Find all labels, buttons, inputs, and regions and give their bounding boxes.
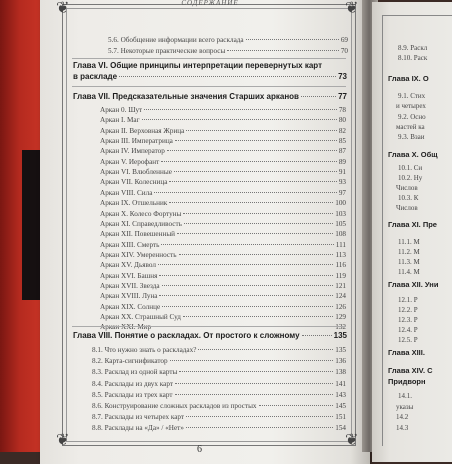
toc-section-entry: 9.2. Осно [398, 113, 426, 121]
entry-title: 8.5. Расклады из трех карт [92, 390, 173, 399]
leader-dots [175, 383, 333, 384]
toc-section-entry [92, 424, 346, 432]
toc-chapter-entry [73, 331, 347, 340]
entry-title: 8.6. Конструирование сложных раскладов из простых [92, 402, 257, 410]
entry-page-number: 85 [338, 137, 346, 146]
leader-dots [301, 96, 336, 97]
entry-page-number: 69 [340, 36, 348, 44]
entry-title: Аркан XXI. Мир [100, 323, 152, 332]
entry-page-number: 136 [335, 357, 346, 366]
entry-page-number: 154 [335, 424, 346, 433]
toc-chapter-title: Глава XIII. [388, 348, 425, 357]
toc-section-entry [92, 346, 346, 354]
leader-dots [186, 416, 333, 417]
toc-arcana-entry [100, 178, 346, 186]
toc-chapter-title: Глава XI. Пре [388, 220, 437, 229]
entry-page-number: 108 [335, 230, 346, 239]
entry-page-number: 129 [335, 313, 346, 321]
entry-title: Аркан XIX. Солнце [100, 302, 161, 311]
toc-section-entry [108, 47, 348, 55]
entry-page-number: 138 [335, 368, 346, 377]
leader-dots [119, 76, 336, 77]
entry-page-number: 100 [335, 199, 346, 208]
entry-page-number: 135 [335, 346, 346, 354]
toc-arcana-entry [100, 251, 346, 259]
leader-dots [154, 192, 336, 193]
entry-title: Аркан II. Верховная Жрица [100, 126, 185, 135]
leader-dots [198, 349, 333, 350]
leader-dots [227, 50, 338, 51]
entry-title: Аркан XX. Страшный Суд [100, 313, 181, 321]
toc-section-entry [108, 36, 348, 44]
entry-page-number: 143 [335, 390, 346, 399]
entry-title: Аркан XVI. Башня [100, 271, 158, 280]
entry-title: Аркан I. Маг [100, 116, 140, 125]
leader-dots [259, 405, 334, 406]
toc-section-entry: указы [396, 403, 414, 411]
section-divider [72, 326, 346, 327]
entry-title: Аркан III. Императрица [100, 137, 173, 146]
toc-section-entry: 12.2. Р [398, 306, 418, 314]
toc-chapter-title: Придворн [388, 377, 426, 386]
entry-page-number: 151 [335, 413, 346, 422]
entry-page-number: 145 [335, 402, 346, 410]
toc-section-entry: Числов [396, 184, 418, 192]
toc-arcana-entry [100, 106, 346, 114]
leader-dots [170, 360, 334, 361]
leader-dots [179, 254, 334, 255]
leader-dots [142, 119, 337, 120]
toc-chapter-title: Глава XII. Уни [388, 280, 439, 289]
entry-title: 8.4. Расклады из двух карт [92, 379, 173, 388]
entry-page-number: 97 [338, 188, 346, 197]
toc-chapter-title: Глава IX. О [388, 74, 429, 83]
entry-title: 5.7. Некоторые практические вопросы [108, 47, 226, 55]
toc-section-entry: 8.10. Раск [398, 54, 428, 62]
toc-section-entry: мастей ка [396, 123, 425, 131]
leader-dots [159, 275, 333, 276]
entry-title: 8.1. Что нужно знать о раскладах? [92, 346, 197, 354]
entry-title: Аркан XVII. Звезда [100, 281, 160, 290]
toc-section-entry: 10.2. Ну [398, 174, 423, 182]
leader-dots [179, 371, 333, 372]
entry-title: Аркан VI. Влюбленные [100, 168, 172, 177]
section-divider [72, 58, 346, 59]
entry-page-number: 116 [335, 261, 346, 270]
entry-title: Аркан IV. Император [100, 147, 165, 156]
toc-arcana-entry [100, 282, 346, 290]
toc-arcana-entry [100, 210, 346, 218]
toc-chapter-title: Глава X. Общ [388, 150, 438, 159]
toc-section-entry: 8.9. Раскл [398, 44, 428, 52]
leader-dots [177, 233, 333, 234]
entry-title: в раскладе [73, 72, 118, 81]
entry-page-number: 113 [335, 250, 346, 259]
toc-section-entry: 11.3. М [398, 258, 420, 266]
entry-page-number: 77 [338, 92, 347, 101]
toc-section-entry: 11.2. М [398, 248, 420, 256]
entry-title: Аркан VII. Колесница [100, 178, 168, 187]
toc-section-entry [92, 402, 346, 410]
leader-dots [184, 223, 333, 224]
corner-ornament-icon: ❦ [345, 0, 359, 17]
entry-title: 8.2. Карта-сигнификатор [92, 357, 168, 366]
corner-ornament-icon: ❦ [56, 430, 70, 449]
toc-chapter-entry [73, 92, 347, 101]
entry-title: Глава VII. Предсказательные значения Старших арканов [73, 92, 299, 101]
entry-page-number: 119 [335, 271, 346, 280]
toc-section-entry: 11.1. М [398, 238, 420, 246]
entry-page-number: 126 [335, 302, 346, 311]
entry-page-number: 89 [338, 157, 346, 166]
leader-dots [302, 335, 332, 336]
entry-title: 8.8. Расклады на «Да» / «Нет» [92, 424, 184, 433]
toc-arcana-entry [100, 147, 346, 155]
toc-arcana-entry [100, 241, 346, 249]
toc-section-entry: 10.1. Си [398, 164, 423, 172]
leader-dots [186, 427, 333, 428]
toc-section-entry: 14.1. [398, 392, 412, 400]
leader-dots [159, 295, 333, 296]
toc-section-entry: 9.1. Стих [398, 92, 426, 100]
entry-title: Аркан XIV. Умеренность [100, 250, 177, 259]
entry-title: Аркан X. Колесо Фортуны [100, 209, 182, 218]
toc-section-entry: 11.4. М [398, 268, 420, 276]
entry-page-number: 78 [338, 106, 346, 114]
entry-page-number: 82 [338, 126, 346, 135]
entry-page-number: 93 [338, 178, 346, 187]
toc-section-entry: 12.5. Р [398, 336, 418, 344]
toc-section-entry: 14.3 [396, 424, 409, 432]
entry-page-number: 121 [335, 281, 346, 290]
toc-arcana-entry [100, 303, 346, 311]
toc-arcana-entry [100, 158, 346, 166]
toc-arcana-entry [100, 116, 346, 124]
entry-page-number: 135 [333, 331, 347, 340]
leader-dots [169, 202, 333, 203]
page-number: 6 [197, 444, 202, 455]
toc-chapter-title: Глава VI. Общие принципы интерпретации перевернутых карт [73, 61, 322, 70]
toc-section-entry: 12.1. Р [398, 296, 418, 304]
entry-page-number: 132 [335, 323, 346, 332]
toc-section-entry: Числов [396, 204, 418, 212]
entry-page-number: 91 [338, 168, 346, 177]
toc-section-entry: 9.3. Взаи [398, 133, 425, 141]
leader-dots [162, 285, 334, 286]
toc-arcana-entry [100, 292, 346, 300]
toc-section-entry: 12.4. Р [398, 326, 418, 334]
toc-section-entry [92, 357, 346, 365]
leader-dots [162, 306, 333, 307]
toc-chapter-entry [73, 72, 347, 81]
entry-title: 8.7. Расклады из четырех карт [92, 413, 185, 422]
leader-dots [169, 181, 336, 182]
leader-dots [144, 109, 337, 110]
entry-page-number: 73 [338, 72, 347, 81]
toc-arcana-entry [100, 137, 346, 145]
entry-title: Аркан XIII. Смерть [100, 240, 160, 249]
toc-section-entry: 10.3. К [398, 194, 419, 202]
toc-arcana-entry [100, 189, 346, 197]
toc-arcana-entry [100, 220, 346, 228]
toc-section-entry: 12.3. Р [398, 316, 418, 324]
leader-dots [175, 394, 334, 395]
toc-arcana-entry [100, 272, 346, 280]
corner-ornament-icon: ❦ [345, 430, 359, 449]
toc-arcana-entry [100, 230, 346, 238]
toc-section-entry: и четырех [396, 102, 426, 110]
section-divider [72, 86, 346, 87]
entry-title: Аркан 0. Шут [100, 106, 143, 114]
toc-section-entry [92, 380, 346, 388]
leader-dots [167, 150, 337, 151]
entry-title: 8.3. Расклад из одной карты [92, 368, 178, 377]
entry-page-number: 141 [335, 379, 346, 388]
leader-dots [246, 39, 339, 40]
entry-title: Аркан VIII. Сила [100, 188, 153, 197]
entry-title: Аркан XVIII. Луна [100, 292, 158, 301]
entry-page-number: 124 [335, 292, 346, 301]
toc-section-entry [92, 413, 346, 421]
leader-dots [183, 213, 333, 214]
entry-page-number: 80 [338, 116, 346, 125]
entry-title: Аркан V. Иерофант [100, 157, 160, 166]
toc-section-entry [92, 368, 346, 376]
entry-title: 5.6. Обобщение информации всего расклада [108, 36, 244, 44]
entry-page-number: 103 [335, 209, 346, 218]
entry-title: Аркан IX. Отшельник [100, 199, 168, 208]
toc-section-entry: 14.2 [396, 413, 409, 421]
running-head: СОДЕРЖАНИЕ [181, 0, 239, 7]
toc-section-entry [92, 391, 346, 399]
leader-dots [183, 316, 333, 317]
entry-title: Глава VIII. Понятие о раскладах. От простого к сложному [73, 331, 300, 340]
entry-title: Аркан XV. Дьявол [100, 261, 156, 270]
entry-title: Аркан XII. Повешенный [100, 230, 175, 239]
toc-chapter-title: Глава XIV. С [388, 366, 433, 375]
corner-ornament-icon: ❦ [56, 0, 70, 17]
toc-arcana-entry [100, 261, 346, 269]
leader-dots [174, 171, 337, 172]
toc-arcana-entry [100, 199, 346, 207]
entry-page-number: 105 [335, 219, 346, 228]
entry-page-number: 70 [340, 47, 348, 55]
toc-arcana-entry [100, 313, 346, 321]
entry-page-number: 111 [335, 240, 346, 249]
leader-dots [186, 130, 336, 131]
entry-page-number: 87 [338, 147, 346, 156]
toc-arcana-entry [100, 127, 346, 135]
entry-title: Аркан XI. Справедливость [100, 219, 182, 228]
leader-dots [161, 244, 333, 245]
leader-dots [161, 161, 337, 162]
toc-arcana-entry [100, 168, 346, 176]
leader-dots [175, 140, 337, 141]
leader-dots [158, 264, 334, 265]
